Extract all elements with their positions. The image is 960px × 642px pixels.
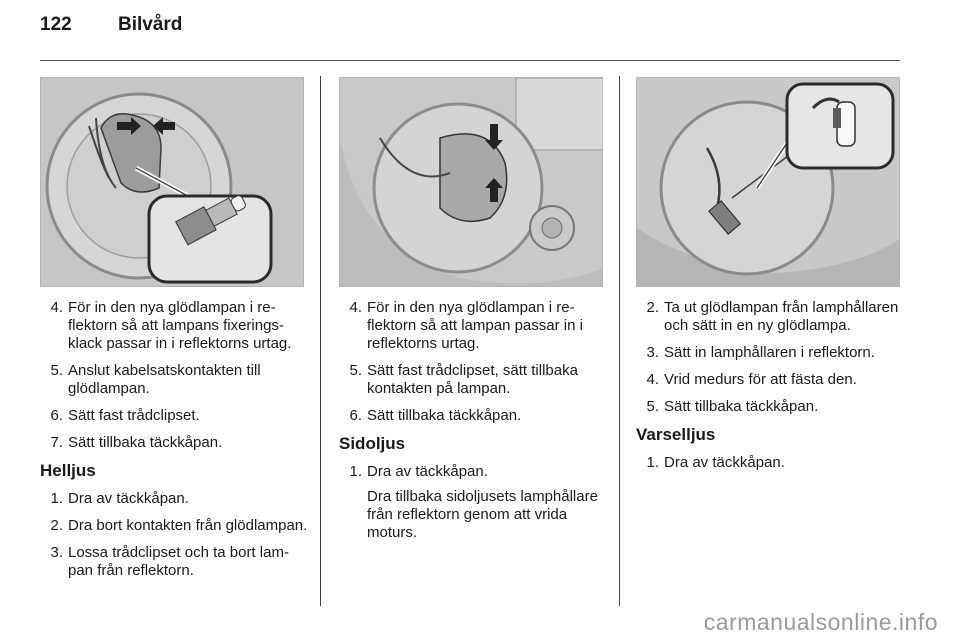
column-divider: [619, 76, 620, 606]
subsection-heading: Sidoljus: [339, 434, 406, 453]
header-rule: [40, 60, 900, 61]
list-item: 4 . För in den nya glödlampan i reflektorn så att lampan passar in i reflektorns urtag.: [339, 299, 607, 353]
subsection-heading: Helljus: [40, 461, 96, 480]
column-2: [339, 77, 607, 551]
list-item: 1 . Dra av täckkåpan.: [636, 454, 904, 472]
list-item: 3 . Sätt in lamphållaren i reflektorn.: [636, 344, 904, 362]
list-item: 6 . Sätt tillbaka täckkåpan.: [339, 407, 607, 425]
column-divider: [320, 76, 321, 606]
section-title: Bilvård: [118, 14, 183, 35]
list-item: 5 . Sätt fast trådclipset, sätt tillbaka kontakten på lampan.: [339, 362, 607, 398]
steps-list-a: [40, 299, 308, 452]
steps-list-b: [339, 463, 607, 481]
list-item: 4 . För in den nya glödlampan i reflektorn så att lampans fixeringsklack passar in i reflektorns urtag.: [40, 299, 308, 353]
list-item: 2 . Dra bort kontakten från glödlampan.: [40, 517, 308, 535]
instruction-paragraph: Dra tillbaka sidoljusets lamphållare från reflektorn genom att vrida moturs.: [367, 488, 598, 541]
list-item: 5 . Anslut kabelsatskontakten till glödlampan.: [40, 362, 308, 398]
steps-list-a: [636, 299, 904, 416]
column-3: [636, 77, 904, 481]
steps-list-b: [40, 490, 308, 580]
page-number: 122: [40, 14, 72, 35]
headlight-bulb-illustration: [40, 77, 304, 287]
steps-list-b: [636, 454, 904, 472]
list-item: 1 . Dra av täckkåpan.: [339, 463, 607, 481]
list-item: 2 . Ta ut glödlampan från lamphållaren och sätt in en ny glödlampa.: [636, 299, 904, 335]
list-item: 3 . Lossa trådclipset och ta bort lampan från reflektorn.: [40, 544, 308, 580]
list-item: 1 . Dra av täckkåpan.: [40, 490, 308, 508]
list-item: 7 . Sätt tillbaka täckkåpan.: [40, 434, 308, 452]
subsection-heading: Varselljus: [636, 425, 716, 444]
steps-list-a: [339, 299, 607, 425]
page-header: [40, 14, 182, 54]
column-1: [40, 77, 308, 589]
list-item: 4 . Vrid medurs för att fästa den.: [636, 371, 904, 389]
list-item: 5 . Sätt tillbaka täckkåpan.: [636, 398, 904, 416]
side-light-illustration: [339, 77, 603, 287]
daytime-light-illustration: [636, 77, 900, 287]
list-item: 6 . Sätt fast trådclipset.: [40, 407, 308, 425]
watermark: carmanualsonline.info: [703, 609, 938, 635]
